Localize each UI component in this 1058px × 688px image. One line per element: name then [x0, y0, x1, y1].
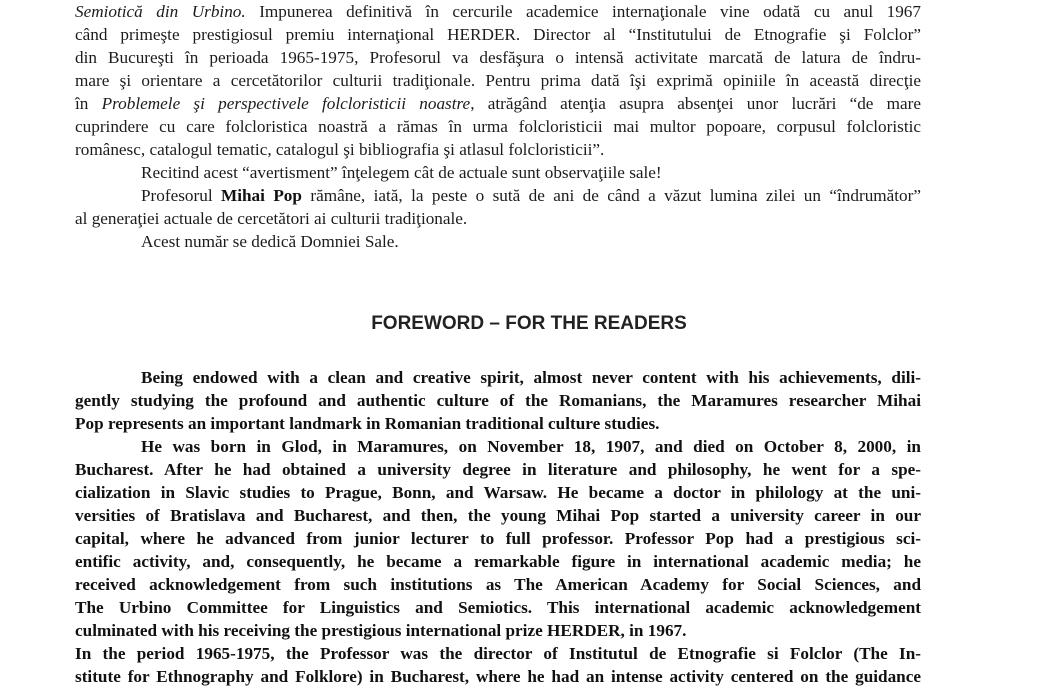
book-title-italic-2: Problemele şi perspectivele folcloristicii noastre — [101, 94, 471, 113]
ro-line-7: românesc, catalogul tematic, catalogul şi bibliografia şi atlasul folcloristicii”. — [75, 140, 605, 159]
ro-line-9-rest: rămâne, iată, la peste o sută de ani de când a văzut lumina zilei un “îndrumător” — [301, 186, 922, 205]
ro-line-10: al generaţiei actuale de cercetători ai culturii tradiţionale. — [75, 209, 468, 228]
en-p1-line: Pop represents an important landmark in Romanian traditional culture studies. — [75, 414, 660, 433]
ro-line-8: Recitind acest “avertisment” înţelegem cât de actuale sunt observaţiile sale! — [141, 163, 662, 182]
ro-line-1-text: Impunerea definitivă în cercurile academice internaţionale vine odată cu anul 1967 — [245, 2, 921, 21]
person-name-bold: Mihai Pop — [221, 186, 302, 205]
ro-line-5-rest: , atrăgând atenţia asupra absenţei unor lucrări “de mare — [470, 94, 921, 113]
en-p2-line: Bucharest. After he had obtained a university degree in literature and philosophy, he went for a spe- — [75, 460, 921, 479]
en-p1-line: gently studying the profound and authentic culture of the Romanians, the Maramures researcher Mihai — [75, 391, 921, 410]
en-p1-line: Being endowed with a clean and creative spirit, almost never content with his achievements, dili- — [141, 368, 921, 387]
book-title-italic: Semiotică din Urbino. — [75, 2, 246, 21]
section-heading: FOREWORD – FOR THE READERS — [371, 313, 687, 334]
en-p2-line: capital, where he advanced from junior lecturer to full professor. Professor Pop had a prestigious sci- — [75, 529, 921, 548]
en-p2-line: cialization in Slavic studies to Prague, Bonn, and Warsaw. He became a doctor in philology at the uni- — [75, 483, 921, 502]
ro-line-3: din Bucureşti în perioada 1965-1975, Profesorul va desfăşura o intensă activitate marcată de latura de îndru- — [75, 48, 921, 67]
en-p2-line: The Urbino Committee for Linguistics and Semiotics. This international academic acknowledgement — [75, 598, 921, 617]
en-p3-line: stitute for Ethnography and Folklore) in Bucharest, where he had an intense activity centered on the guidance — [75, 667, 921, 686]
ro-line-9-start: Profesorul — [141, 186, 221, 205]
ro-line-9 — [141, 184, 921, 207]
ro-line-6: cuprindere cu care folcloristica noastră a rămas în urma folcloristicii mai multor popoare, corpusul folcloristic — [75, 117, 921, 136]
en-p2-line: culminated with his receiving the prestigious international prize HERDER, in 1967. — [75, 621, 687, 640]
en-p3-line: In the period 1965-1975, the Professor was the director of Institutul de Etnografie si Folclor (The In- — [75, 644, 921, 663]
en-p2-line: received acknowledgement from such institutions as The American Academy for Social Sciences, and — [75, 575, 921, 594]
ro-line-4: mare şi orientare a cercetătorilor culturii tradiţionale. Pentru prima dată îşi exprimă opiniile în această direcţie — [75, 71, 921, 90]
en-p2-line: He was born in Glod, in Maramures, on November 18, 1907, and died on October 8, 2000, in — [141, 437, 921, 456]
ro-line-2: când primeşte prestigiosul premiu internaţional HERDER. Director al “Institutului de Etnografie şi Folclor” — [75, 25, 921, 44]
en-p2-line: entific activity, and, consequently, he became a remarkable figure in international academic media; he — [75, 552, 921, 571]
ro-line-5 — [75, 92, 921, 115]
en-p2-line: versities of Bratislava and Bucharest, and then, the young Mihai Pop started a university career in our — [75, 506, 921, 525]
ro-line-5-start: în — [75, 94, 102, 113]
ro-line-11: Acest număr se dedică Domniei Sale. — [141, 232, 399, 251]
ro-line-1 — [75, 0, 921, 23]
